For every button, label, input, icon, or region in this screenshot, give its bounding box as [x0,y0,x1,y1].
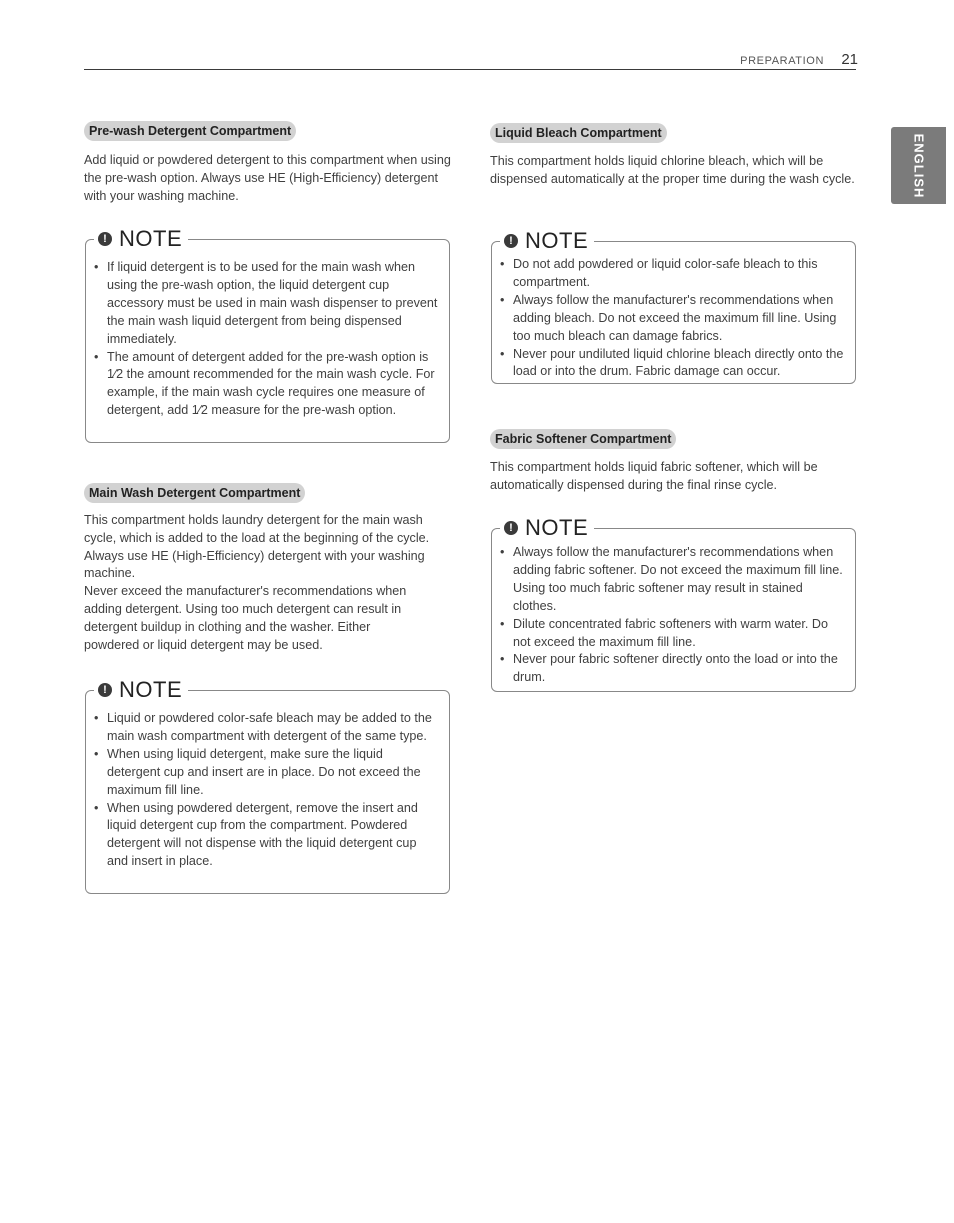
prewash-section [84,121,452,205]
note-item: • Always follow the manufacturer's recommendations when adding fabric softener. Do not exceed the maximum fill line. Using too much fabric softener may result in stained clothes. [499,544,844,616]
note-title: NOTE [119,677,183,702]
exclamation-icon: ! [98,232,112,246]
note-heading [94,227,188,251]
mainwash-note [85,677,450,894]
prewash-body: Add liquid or powdered detergent to this compartment when using the pre-wash option. Always use HE (High-Efficiency) detergent with your washing machine. [84,153,451,203]
note-item: • If liquid detergent is to be used for the main wash when using the pre-wash option, the liquid detergent cup accessory must be used in main wash dispenser to prevent the main wash liquid detergent from being dispensed immediately. [93,259,439,349]
note-item: • When using liquid detergent, make sure the liquid detergent cup and insert are in place. Do not exceed the maximum fill line. [93,746,433,800]
exclamation-icon: ! [504,521,518,535]
page-number: 21 [841,51,858,68]
softener-body: This compartment holds liquid fabric softener, which will be automatically dispensed during the final rinse cycle. [490,460,818,492]
bleach-note [491,228,856,384]
prewash-heading: Pre-wash Detergent Compartment [84,121,296,141]
note-item: • Always follow the manufacturer's recommendations when adding bleach. Do not exceed the maximum fill line. Using too much bleach can damage fabrics. [499,292,849,346]
mainwash-heading: Main Wash Detergent Compartment [84,483,305,503]
header-section-label: PREPARATION [740,55,824,67]
language-tab-label: ENGLISH [911,133,926,198]
note-heading [94,678,188,702]
note-item: • Liquid or powdered color-safe bleach may be added to the main wash compartment with detergent of the same type. [93,710,433,746]
header-divider [84,69,856,70]
bleach-note-list [499,256,849,381]
softener-note [491,515,856,692]
note-item: • Do not add powdered or liquid color-safe bleach to this compartment. [499,256,849,292]
note-title: NOTE [525,228,589,253]
prewash-note-list [93,259,439,420]
prewash-note [85,226,450,443]
bleach-section [490,123,858,189]
mainwash-body: This compartment holds laundry detergent for the main wash cycle, which is added to the load at the beginning of the cycle. Always use HE (High-Efficiency) detergent with your washing machine. [84,513,430,581]
note-heading [500,516,594,540]
note-item: • Dilute concentrated fabric softeners with warm water. Do not exceed the maximum fill line. [499,616,844,652]
bleach-heading: Liquid Bleach Compartment [490,123,667,143]
softener-note-list [499,544,844,687]
note-item: • When using powdered detergent, remove the insert and liquid detergent cup from the compartment. Powdered detergent will not dispense with the liquid detergent cup and insert in place. [93,800,433,872]
softener-section [490,429,858,495]
note-item: • Never pour fabric softener directly onto the load or into the drum. [499,651,844,687]
bleach-body: This compartment holds liquid chlorine bleach, which will be dispensed automatically at the proper time during the wash cycle. [490,154,855,186]
mainwash-note-list [93,710,433,871]
exclamation-icon: ! [98,683,112,697]
note-title: NOTE [119,226,183,251]
note-item: • The amount of detergent added for the pre-wash option is 1⁄2 the amount recommended for the main wash cycle. For example, if the main wash cycle requires one measure of detergent, add 1⁄2 measure for the pre-wash option. [93,349,439,421]
note-heading [500,229,594,253]
note-title: NOTE [525,515,589,540]
exclamation-icon: ! [504,234,518,248]
mainwash-section [84,483,452,654]
language-tab [891,127,946,204]
softener-heading: Fabric Softener Compartment [490,429,676,449]
note-item: • Never pour undiluted liquid chlorine bleach directly onto the load or into the drum. Fabric damage can occur. [499,346,849,382]
mainwash-body-2: Never exceed the manufacturer's recommendations when adding detergent. Using too much detergent can result in detergent buildup in clothing and the washer. Either powdered or liquid detergent may be used. [84,584,407,652]
